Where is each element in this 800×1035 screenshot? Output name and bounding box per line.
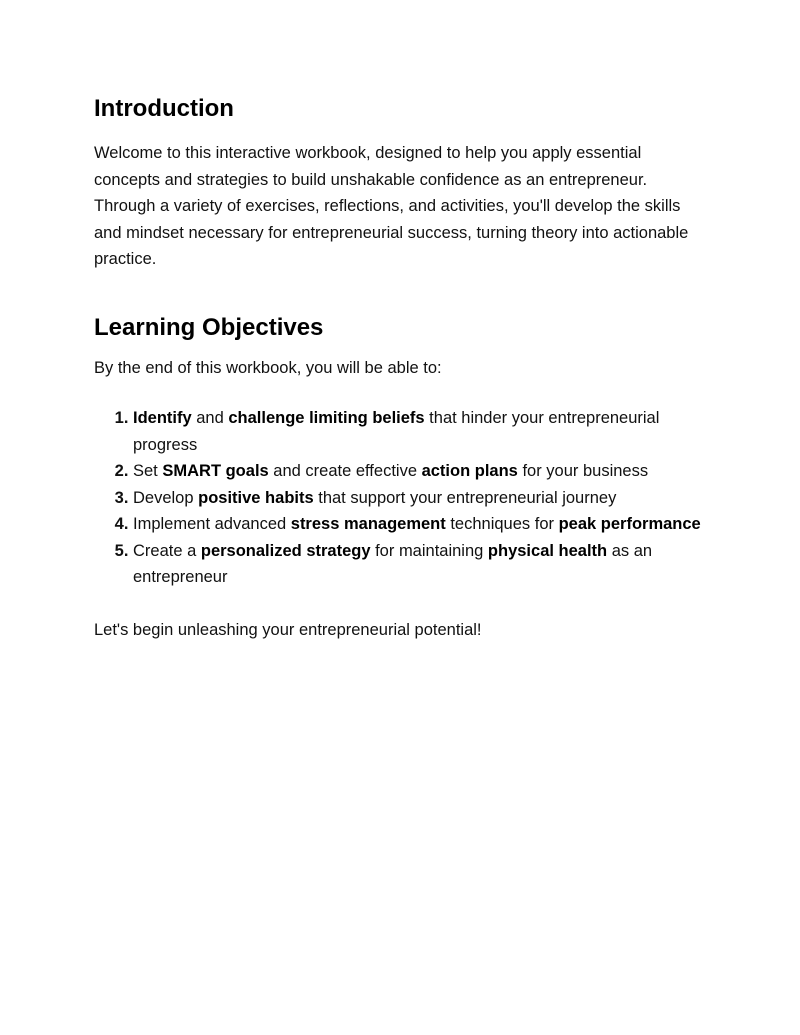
objectives-lead: By the end of this workbook, you will be able to: [94,358,442,377]
objective-emphasis: stress management [290,515,446,533]
introduction-paragraph: Welcome to this interactive workbook, designed to help you apply essential concepts and strategies to build unshakable confidence as an entrepreneur. Through a variety of exercises, reflections, and activities, you'll develop the skills and mindset necessary for entrepreneurial success, turning theory into actionable practice. [94,144,689,268]
learning-objectives-heading: Learning Objectives [94,313,324,341]
objective-emphasis: physical health [487,541,608,560]
objective-item [133,538,704,591]
objective-text: and [191,409,229,427]
objective-item [133,405,704,458]
objective-emphasis: SMART goals [162,462,269,480]
objective-text: techniques for [445,515,559,533]
objective-text: as an entrepreneur [133,541,653,586]
objective-text: Set [133,462,163,480]
objective-item [133,458,704,485]
objective-text: and create effective [268,462,422,480]
objective-text: for maintaining [370,541,488,560]
objective-emphasis: Identify [133,409,192,427]
objective-emphasis: positive habits [198,488,314,507]
objective-emphasis: action plans [421,462,518,480]
objective-text: that hinder your entrepreneurial progress [133,409,660,454]
objective-emphasis: challenge limiting beliefs [228,409,425,427]
objectives-list [94,405,704,591]
objective-text: Develop [133,488,199,507]
objective-text: that support your entrepreneurial journey [313,488,617,507]
objective-item [133,485,704,512]
objective-item [133,511,704,538]
objective-text: for your business [517,462,649,480]
objective-emphasis: personalized strategy [200,541,371,560]
objective-text: Implement advanced [133,515,291,533]
introduction-heading: Introduction [94,95,234,122]
objective-emphasis: peak performance [558,515,701,533]
objective-text: Create a [133,541,201,560]
closing-line: Let's begin unleashing your entrepreneurial potential! [94,620,482,639]
